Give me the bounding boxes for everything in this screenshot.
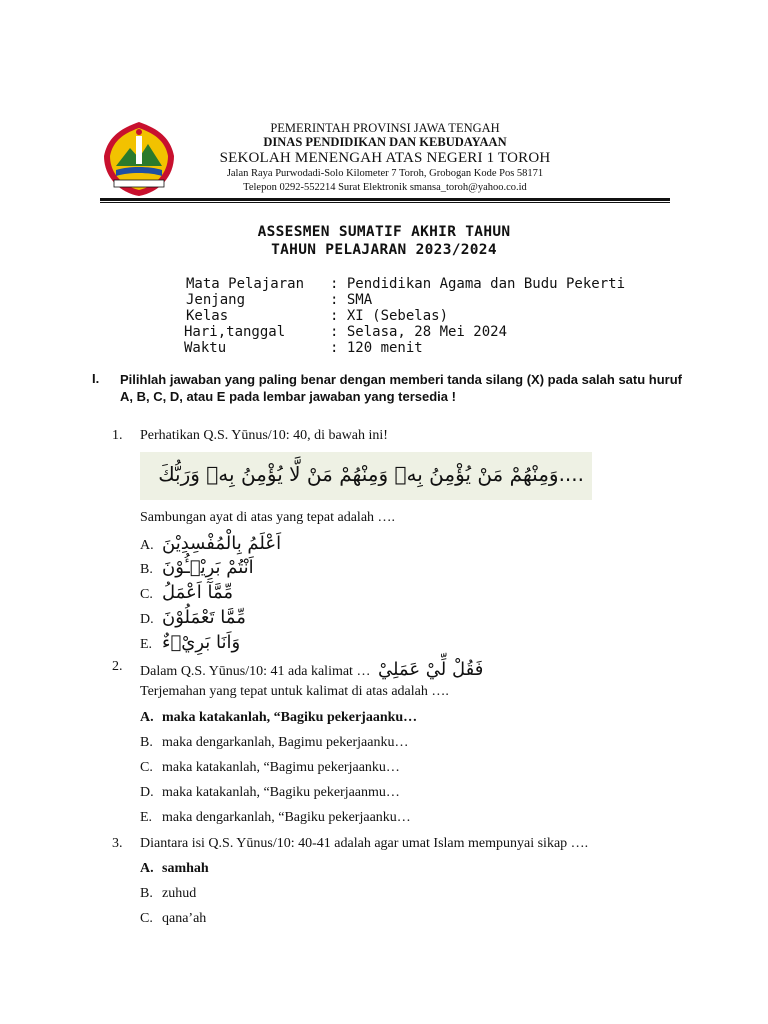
option-b[interactable]	[140, 886, 196, 902]
option-arabic: مِّمَّآ اَعْمَلُ	[162, 582, 234, 603]
option-letter: A.	[140, 538, 154, 553]
question-number: 3.	[112, 836, 123, 851]
option-text: maka dengarkanlah, Bagimu pekerjaanku…	[162, 735, 409, 750]
question-text	[140, 659, 483, 680]
exam-title: ASSESMEN SUMATIF AKHIR TAHUN	[257, 224, 511, 240]
info-label: Waktu	[184, 340, 227, 356]
option-text: samhah	[162, 861, 209, 876]
letterhead-divider	[100, 198, 670, 201]
question-number: 1.	[112, 428, 123, 443]
option-text: maka dengarkanlah, “Bagiku pekerjaanku…	[162, 810, 411, 825]
exam-year: TAHUN PELAJARAN 2023/2024	[271, 242, 497, 258]
letterhead-contact: Telepon 0292-552214 Surat Elektronik smansa_toroh@yahoo.co.id	[243, 182, 527, 193]
question-number: 2.	[112, 659, 123, 674]
option-arabic: وَاَنَا بَرِيْۤءٌ	[162, 632, 241, 653]
option-letter: B.	[140, 562, 153, 577]
question-prompt: Terjemahan yang tepat untuk kalimat di atas adalah ….	[140, 684, 449, 699]
option-text: qana’ah	[162, 911, 207, 926]
option-arabic: مِّمَّا تَعْمَلُوْنَ	[162, 607, 246, 628]
provincial-emblem-icon	[98, 118, 180, 200]
option-c[interactable]	[140, 760, 400, 776]
option-text: maka katakanlah, “Bagiku pekerjaanmu…	[162, 785, 400, 800]
option-e[interactable]	[140, 810, 411, 826]
info-value: : XI (Sebelas)	[330, 308, 449, 324]
option-letter: C.	[140, 760, 153, 775]
info-value: : Pendidikan Agama dan Budu Pekerti	[330, 276, 626, 292]
option-letter: C.	[140, 587, 153, 602]
option-arabic: اَعْلَمُ بِالْمُفْسِدِيْنَ	[162, 533, 282, 554]
question-text: Perhatikan Q.S. Yūnus/10: 40, di bawah ini!	[140, 428, 388, 443]
option-b[interactable]	[140, 735, 408, 751]
letterhead-address: Jalan Raya Purwodadi-Solo Kilometer 7 Toroh, Grobogan Kode Pos 58171	[226, 168, 544, 179]
info-label: Hari,tanggal	[184, 324, 286, 340]
option-d[interactable]	[140, 607, 246, 628]
info-value: : SMA	[330, 292, 373, 308]
info-value: : 120 menit	[330, 340, 423, 356]
option-a[interactable]	[140, 710, 417, 726]
option-letter: C.	[140, 911, 153, 926]
info-value: : Selasa, 28 Mei 2024	[330, 324, 508, 340]
option-letter: E.	[140, 637, 153, 652]
option-a[interactable]	[140, 861, 209, 877]
option-text: maka katakanlah, “Bagiku pekerjaanku…	[162, 710, 418, 725]
info-label: Kelas	[186, 308, 229, 324]
option-text: zuhud	[162, 886, 197, 901]
question-text-label: Dalam Q.S. Yūnus/10: 41 ada kalimat …	[140, 664, 371, 679]
info-label: Mata Pelajaran	[186, 276, 305, 292]
option-letter: D.	[140, 612, 154, 627]
question-text: Diantara isi Q.S. Yūnus/10: 40-41 adalah agar umat Islam mempunyai sikap ….	[140, 836, 589, 851]
section-number: I.	[92, 371, 100, 386]
letterhead-divider-thin	[100, 202, 670, 203]
option-c[interactable]	[140, 911, 206, 927]
letterhead-department: DINAS PENDIDIKAN DAN KEBUDAYAAN	[263, 135, 507, 149]
letterhead-government: PEMERINTAH PROVINSI JAWA TENGAH	[270, 121, 500, 135]
option-letter: A.	[140, 710, 154, 725]
option-arabic: اَنْتُمْ بَرِيْۤـُٔوْنَ	[162, 557, 254, 578]
option-b[interactable]	[140, 557, 254, 578]
option-e[interactable]	[140, 632, 240, 653]
option-letter: A.	[140, 861, 154, 876]
ayat-arabic: ....وَمِنْهُمْ مَنْ يُؤْمِنُ بِهٖ وَمِنْهُمْ مَنْ لَّا يُؤْمِنُ بِهٖ وَرَبُّكَ	[158, 462, 584, 486]
option-letter: B.	[140, 886, 153, 901]
option-c[interactable]	[140, 582, 233, 603]
ayat-image	[140, 452, 592, 500]
question-prompt: Sambungan ayat di atas yang tepat adalah ….	[140, 510, 396, 525]
option-letter: D.	[140, 785, 154, 800]
letterhead-school: SEKOLAH MENENGAH ATAS NEGERI 1 TOROH	[219, 150, 551, 166]
info-label: Jenjang	[186, 292, 246, 308]
section-instruction: Pilihlah jawaban yang paling benar dengan memberi tanda silang (X) pada salah satu huruf A, B, C, D, atau E pada lembar jawaban yang tersedia !	[120, 372, 683, 404]
question-arabic-inline: فَقُلْ لِّيْ عَمَلِيْ	[377, 659, 484, 680]
option-text: maka katakanlah, “Bagimu pekerjaanku…	[162, 760, 400, 775]
option-a[interactable]	[140, 533, 281, 554]
option-letter: E.	[140, 810, 153, 825]
option-letter: B.	[140, 735, 153, 750]
option-d[interactable]	[140, 785, 400, 801]
